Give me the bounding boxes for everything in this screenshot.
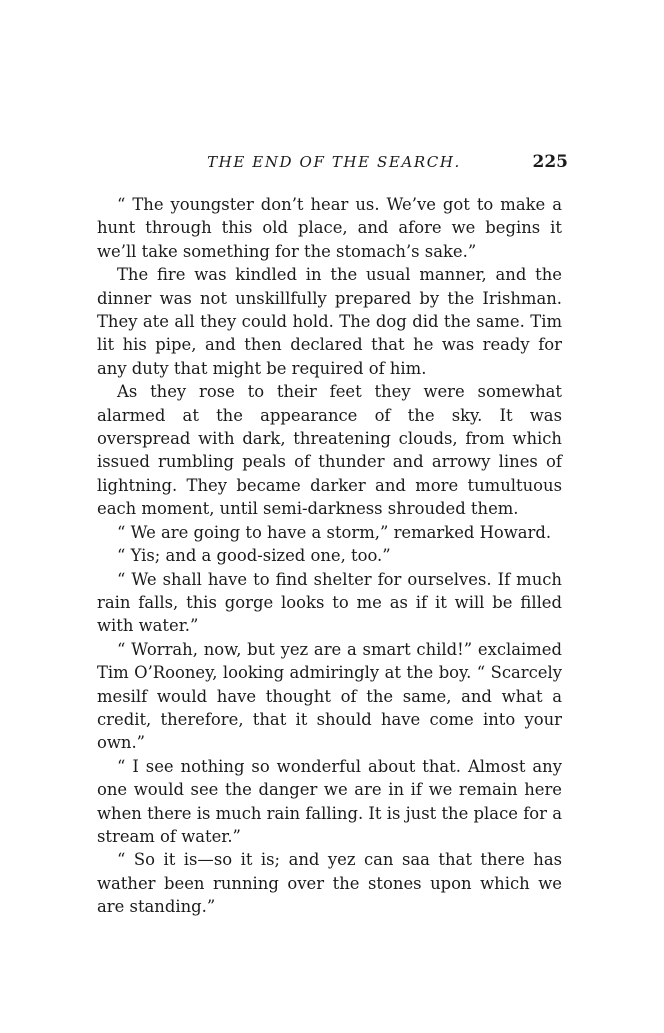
- text-line: “ Worrah, now, but yez are a smart child!” exclaimed: [117, 639, 562, 659]
- text-line: for a stream of water.”: [97, 803, 562, 846]
- text-line: for any duty that might be required of him.: [97, 335, 562, 378]
- text-line: “ We are going to have a storm,” remarked Howard.: [117, 522, 552, 542]
- text-line: “ Yis; and a good-sized one, too.”: [117, 546, 391, 566]
- text-line: The fire was kindled in the usual manner, and the: [117, 265, 562, 285]
- paragraph: [97, 263, 562, 380]
- text-line: “ I see nothing so wonderful about that. Almost any: [117, 756, 562, 776]
- paragraph: [97, 380, 562, 520]
- text-line: peals of thunder and arrowy lines of lightning. They: [97, 452, 562, 495]
- text-line: “ We shall have to find shelter for ourselves. If: [117, 569, 511, 589]
- page-header: [100, 150, 568, 174]
- text-line: They ate all they could hold. The dog did the same.: [97, 312, 525, 332]
- text-line: Tim lit his pipe, and then declared that he was ready: [97, 312, 562, 355]
- text-line: filled with water.”: [97, 592, 562, 636]
- text-line: one would see the danger we are in if we remain here: [97, 780, 562, 800]
- paragraph: [97, 848, 562, 918]
- page-number: 225: [532, 152, 568, 172]
- text-line: standing.”: [129, 897, 216, 917]
- text-line: wather been running over the stones upon which we are: [97, 873, 562, 917]
- text-line: dark, threatening clouds, from which issued rumbling: [97, 429, 562, 472]
- text-line: when there is much rain falling. It is just the place: [97, 803, 518, 823]
- paragraph: [97, 755, 562, 849]
- text-line: “ The youngster don’t hear us. We’ve got to make a: [117, 195, 562, 214]
- paragraph: [97, 638, 562, 755]
- text-line: much rain falls, this gorge looks to me as if it will be: [97, 569, 562, 612]
- text-line: take something for the stomach’s sake.”: [141, 241, 477, 261]
- text-line: semi-darkness shrouded them.: [263, 499, 519, 519]
- paragraph: [97, 193, 562, 263]
- text-line: dinner was not unskillfully prepared by the Irishman.: [97, 288, 562, 308]
- text-line: Tim O’Rooney, looking admiringly at the boy. “ Scarcely: [97, 663, 562, 683]
- text-line: credit, therefore, that it should have come into your: [97, 709, 562, 729]
- paragraph: [97, 521, 562, 544]
- paragraph: [97, 544, 562, 567]
- text-line: own.”: [97, 733, 146, 753]
- text-line: at the appearance of the sky. It was overspread with: [97, 405, 562, 449]
- body-text: [97, 193, 562, 919]
- text-line: As they rose to their feet they were somewhat alarmed: [97, 382, 562, 425]
- text-line: “ So it is—so it is; and yez can saa that there has: [117, 850, 562, 870]
- text-line: hunt through this old place, and afore we begins it we’ll: [97, 218, 562, 261]
- text-line: mesilf would have thought of the same, and what a: [97, 686, 562, 706]
- running-title: THE END OF THE SEARCH.: [207, 153, 461, 171]
- text-line: became darker and more tumultuous each moment, until: [97, 475, 563, 519]
- paragraph: [97, 568, 562, 638]
